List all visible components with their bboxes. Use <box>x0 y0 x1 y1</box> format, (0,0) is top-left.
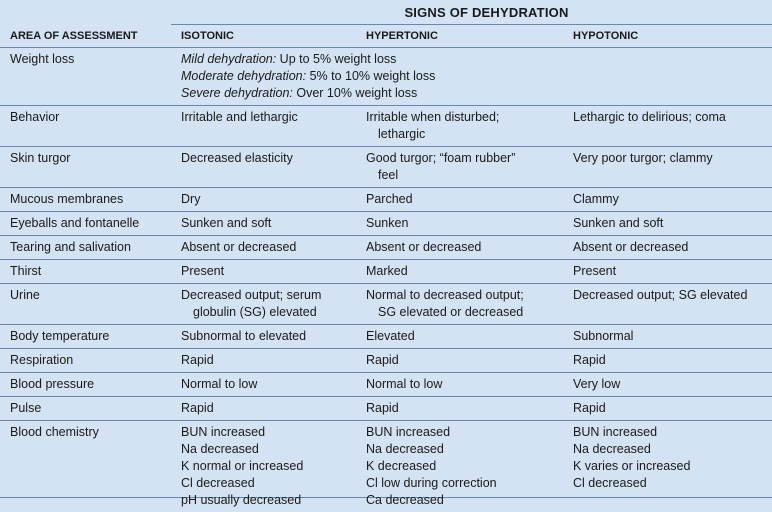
hypertonic-cell <box>356 212 563 236</box>
row-label: Blood pressure <box>0 373 171 397</box>
cell-line: Ca decreased <box>366 492 563 509</box>
table-row-blood-chemistry <box>0 421 772 512</box>
cell-line: Irritable and lethargic <box>181 109 356 126</box>
row-label: Eyeballs and fontanelle <box>0 212 171 236</box>
row-label: Thirst <box>0 260 171 284</box>
isotonic-cell <box>171 284 356 325</box>
row-label: Respiration <box>0 349 171 373</box>
table-row <box>0 373 772 397</box>
hypotonic-cell <box>563 349 772 373</box>
table-row <box>0 236 772 260</box>
cell-line: Na decreased <box>181 441 356 458</box>
weight-loss-line-moderate <box>181 68 772 85</box>
hypertonic-cell <box>356 284 563 325</box>
cell-line: Normal to low <box>181 376 356 393</box>
hypotonic-cell <box>563 236 772 260</box>
cell-line: Sunken and soft <box>573 215 772 232</box>
row-label: Pulse <box>0 397 171 421</box>
isotonic-cell <box>171 325 356 349</box>
cell-line: pH usually decreased <box>181 492 356 509</box>
hypotonic-cell <box>563 397 772 421</box>
table-row <box>0 325 772 349</box>
isotonic-cell <box>171 421 356 512</box>
hypertonic-cell <box>356 397 563 421</box>
isotonic-cell <box>171 212 356 236</box>
cell-line: Present <box>573 263 772 280</box>
weight-loss-range: Over 10% weight loss <box>293 86 417 100</box>
hypertonic-cell <box>356 421 563 512</box>
cell-line: Elevated <box>366 328 563 345</box>
row-label: Urine <box>0 284 171 325</box>
cell-line: Rapid <box>366 352 563 369</box>
hypotonic-cell <box>563 147 772 188</box>
cell-line: K varies or increased <box>573 458 772 475</box>
column-header-hypotonic: HYPOTONIC <box>563 25 772 48</box>
row-label: Blood chemistry <box>0 421 171 512</box>
cell-line: lethargic <box>366 126 563 143</box>
cell-line: feel <box>366 167 563 184</box>
isotonic-cell <box>171 260 356 284</box>
table-row <box>0 188 772 212</box>
cell-line: Very low <box>573 376 772 393</box>
column-header-isotonic: ISOTONIC <box>171 25 356 48</box>
row-label: Mucous membranes <box>0 188 171 212</box>
hypertonic-cell <box>356 236 563 260</box>
row-label: Skin turgor <box>0 147 171 188</box>
hypotonic-cell <box>563 106 772 147</box>
cell-line: Sunken <box>366 215 563 232</box>
cell-line: Subnormal to elevated <box>181 328 356 345</box>
cell-line: Marked <box>366 263 563 280</box>
row-label: Weight loss <box>0 48 171 106</box>
hypotonic-cell <box>563 284 772 325</box>
isotonic-cell <box>171 147 356 188</box>
table-row-weight-loss <box>0 48 772 106</box>
cell-line: BUN increased <box>366 424 563 441</box>
group-title: SIGNS OF DEHYDRATION <box>171 0 772 25</box>
cell-line: K decreased <box>366 458 563 475</box>
weight-loss-range: 5% to 10% weight loss <box>306 69 435 83</box>
isotonic-cell <box>171 188 356 212</box>
cell-line: Sunken and soft <box>181 215 356 232</box>
row-label: Tearing and salivation <box>0 236 171 260</box>
hypertonic-cell <box>356 188 563 212</box>
cell-line: Absent or decreased <box>366 239 563 256</box>
table-row <box>0 106 772 147</box>
hypotonic-cell <box>563 325 772 349</box>
cell-line: SG elevated or decreased <box>366 304 563 321</box>
hypotonic-cell <box>563 260 772 284</box>
weight-loss-term: Mild dehydration: <box>181 52 276 66</box>
isotonic-cell <box>171 373 356 397</box>
table-row <box>0 260 772 284</box>
cell-line: BUN increased <box>181 424 356 441</box>
cell-line: Cl decreased <box>181 475 356 492</box>
cell-line: Decreased output; SG elevated <box>573 287 772 304</box>
hypotonic-cell <box>563 421 772 512</box>
column-header-hypertonic: HYPERTONIC <box>356 25 563 48</box>
weight-loss-term: Moderate dehydration: <box>181 69 306 83</box>
cell-line: BUN increased <box>573 424 772 441</box>
cell-line: Parched <box>366 191 563 208</box>
isotonic-cell <box>171 397 356 421</box>
cell-line: Rapid <box>366 400 563 417</box>
cell-line: Clammy <box>573 191 772 208</box>
weight-loss-line-severe <box>181 85 772 102</box>
cell-line: Lethargic to delirious; coma <box>573 109 772 126</box>
cell-line: Absent or decreased <box>573 239 772 256</box>
cell-line: Very poor turgor; clammy <box>573 150 772 167</box>
cell-line: Decreased elasticity <box>181 150 356 167</box>
cell-line: Na decreased <box>573 441 772 458</box>
isotonic-cell <box>171 349 356 373</box>
table-row <box>0 212 772 236</box>
cell-line: Cl decreased <box>573 475 772 492</box>
isotonic-cell <box>171 106 356 147</box>
weight-loss-description <box>171 48 772 106</box>
table-row <box>0 147 772 188</box>
hypertonic-cell <box>356 260 563 284</box>
hypertonic-cell <box>356 147 563 188</box>
hypotonic-cell <box>563 373 772 397</box>
cell-line: Rapid <box>181 400 356 417</box>
hypertonic-cell <box>356 349 563 373</box>
cell-line: Decreased output; serum <box>181 287 356 304</box>
row-label: Behavior <box>0 106 171 147</box>
column-header-area: AREA OF ASSESSMENT <box>0 25 171 48</box>
cell-line: Rapid <box>181 352 356 369</box>
cell-line: Irritable when disturbed; <box>366 109 563 126</box>
isotonic-cell <box>171 236 356 260</box>
table-row <box>0 397 772 421</box>
cell-line: Present <box>181 263 356 280</box>
weight-loss-line-mild <box>181 51 772 68</box>
weight-loss-range: Up to 5% weight loss <box>276 52 396 66</box>
cell-line: Absent or decreased <box>181 239 356 256</box>
table-row <box>0 284 772 325</box>
cell-line: Normal to low <box>366 376 563 393</box>
cell-line: Na decreased <box>366 441 563 458</box>
cell-line: Cl low during correction <box>366 475 563 492</box>
table-row <box>0 349 772 373</box>
cell-line: globulin (SG) elevated <box>181 304 356 321</box>
cell-line: Rapid <box>573 352 772 369</box>
hypotonic-cell <box>563 212 772 236</box>
header-spacer <box>0 0 171 25</box>
row-label: Body temperature <box>0 325 171 349</box>
hypertonic-cell <box>356 106 563 147</box>
cell-line: Normal to decreased output; <box>366 287 563 304</box>
hypertonic-cell <box>356 373 563 397</box>
cell-line: Subnormal <box>573 328 772 345</box>
cell-line: Rapid <box>573 400 772 417</box>
cell-line: K normal or increased <box>181 458 356 475</box>
hypotonic-cell <box>563 188 772 212</box>
hypertonic-cell <box>356 325 563 349</box>
weight-loss-term: Severe dehydration: <box>181 86 293 100</box>
cell-line: Good turgor; “foam rubber” <box>366 150 563 167</box>
cell-line: Dry <box>181 191 356 208</box>
